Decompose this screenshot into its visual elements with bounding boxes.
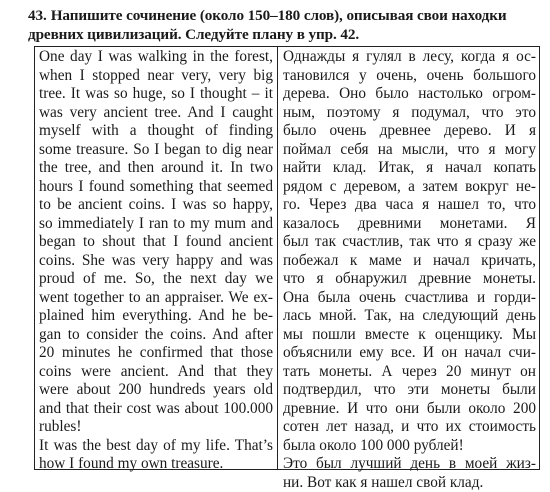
russian-text-line: тановился у очень, очень большого [283, 67, 536, 86]
russian-text-line: ным, поэтому я подумал, что это [283, 104, 536, 123]
russian-text-line: мы пошли вместе к оценщику. Мы [283, 326, 536, 345]
task-heading-line-2: древних цивилизаций. Следуйте плану в упр. 42. [28, 25, 543, 44]
english-essay-column [35, 47, 277, 474]
english-text-line: so immediately I ran to my mum and [39, 215, 273, 234]
russian-text-line: рядом с деревом, а затем вокруг не- [283, 178, 536, 197]
russian-text-line: древние. И что они были около 200 [283, 400, 536, 419]
essay-table [34, 46, 540, 470]
russian-text-line: подтвердил, что эти монеты были [283, 381, 536, 400]
english-text-line: and that their cost was about 100.000 [39, 400, 273, 419]
russian-text-line: лась мной. Так, на следующий день [283, 307, 536, 326]
task-number: 43. [28, 7, 47, 24]
russian-text-line: дерева. Оно было настолько огром- [283, 85, 536, 104]
russian-text-line: Однажды я гулял в лесу, когда я ос- [283, 48, 536, 67]
task-instruction-part-1: Напишите сочинение (около 150–180 слов), описывая свои находки [51, 7, 507, 24]
russian-text-line: была около 100 000 рублей! [283, 437, 536, 456]
english-text-line: tree. It was so huge, so I thought – it [39, 85, 273, 104]
english-text-line: some treasure. So I began to dig near [39, 141, 273, 160]
russian-text-line: побежал к маме и начал кричать, [283, 252, 536, 271]
english-text-line: One day I was walking in the forest, [39, 48, 273, 67]
english-text-line: 20 minutes he confirmed that those [39, 344, 273, 363]
english-text-line: It was the best day of my life. That’s [39, 437, 273, 456]
russian-text-line: было очень древнее дерево. И я [283, 122, 536, 141]
english-text-line: to be ancient coins. I was so happy, [39, 196, 273, 215]
english-text-line: how I found my own treasure. [39, 455, 273, 474]
english-text-line: proud of me. So, the next day we [39, 270, 273, 289]
english-text-line: began to shout that I found ancient [39, 233, 273, 252]
english-text-line: the tree, and then around it. In two [39, 159, 273, 178]
english-text-line: coins. She was very happy and was [39, 252, 273, 271]
english-text-line: hours I found something that seemed [39, 178, 273, 197]
english-text-line: rubles! [39, 418, 273, 437]
russian-text-line: сотен лет назад, и что их стоимость [283, 418, 536, 437]
russian-text-line: ни. Вот как я нашел свой клад. [283, 474, 536, 492]
english-text-line: gan to consider the coins. And after [39, 326, 273, 345]
russian-text-line: казалось древними монетами. Я [283, 215, 536, 234]
russian-text-line: объяснили ему все. И он начал счи- [283, 344, 536, 363]
task-heading-line-1 [28, 6, 543, 25]
task-heading [28, 6, 543, 44]
english-text-line: myself with a thought of finding [39, 122, 273, 141]
english-text-line: plained him everything. And he be- [39, 307, 273, 326]
russian-translation-column [278, 47, 540, 492]
russian-text-line: поймал себя на мысли, что я могу [283, 141, 536, 160]
english-text-line: coins were ancient. And that they [39, 363, 273, 382]
english-text-line: went together to an appraiser. We ex- [39, 289, 273, 308]
english-text-line: was very ancient tree. And I caught [39, 104, 273, 123]
english-text-line: when I stopped near very, very big [39, 67, 273, 86]
russian-text-line: го. Через два часа я нашел то, что [283, 196, 536, 215]
russian-text-line: Это был лучший день в моей жиз- [283, 455, 536, 474]
russian-text-line: тать монеты. А через 20 минут он [283, 363, 536, 382]
russian-text-line: что я обнаружил древние монеты. [283, 270, 536, 289]
russian-text-line: Она была очень счастлива и горди- [283, 289, 536, 308]
english-text-line: were about 200 hundreds years old [39, 381, 273, 400]
russian-text-line: был так счастлив, так что я сразу же [283, 233, 536, 252]
russian-text-line: найти клад. Итак, я начал копать [283, 159, 536, 178]
